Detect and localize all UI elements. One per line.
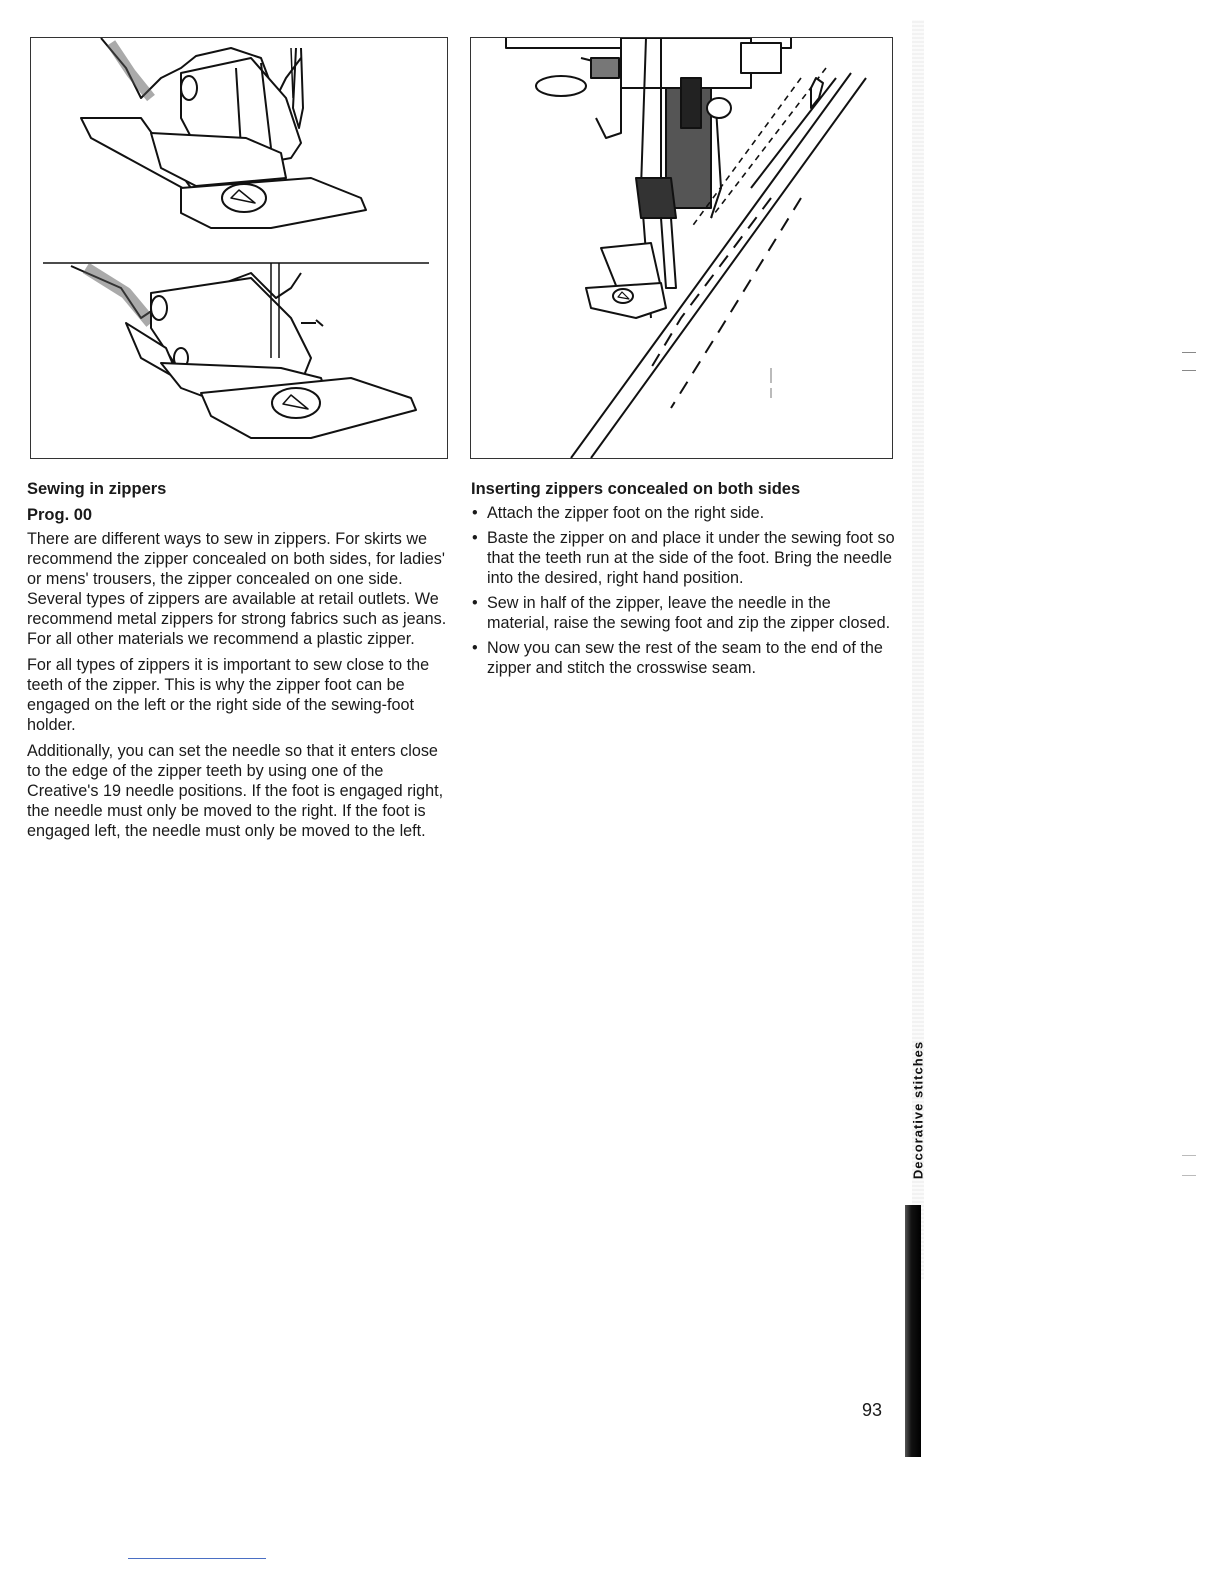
paragraph: For all types of zippers it is important to sew close to the teeth of the zipper. This is why the zipper foot can be engaged on the left or the right side of the sewing-foot holder. xyxy=(27,656,430,734)
section-heading: Sewing in zippers xyxy=(27,480,167,498)
list-item: • Now you can sew the rest of the seam to the end of the zipper and stitch the crosswise seam. xyxy=(471,638,896,678)
margin-tick xyxy=(1182,1175,1196,1176)
zipper-foot-illustration xyxy=(30,37,448,459)
list-item: • Baste the zipper on and place it under the sewing foot so that the teeth run at the side of the foot. Bring the needle into the desired, right hand position. xyxy=(471,528,896,588)
margin-tick xyxy=(1182,352,1196,353)
footer-rule xyxy=(128,1558,266,1559)
steps-list xyxy=(471,503,896,678)
right-column xyxy=(471,474,896,683)
list-item: • Attach the zipper foot on the right side. xyxy=(471,503,896,523)
paragraph: Additionally, you can set the needle so that it enters close to the edge of the zipper teeth by using one of the Creative's 19 needle positions. If the foot is engaged right, the needle must only be moved to the right. If the foot is engaged left, the needle must only be moved to the left. xyxy=(27,742,444,840)
paragraph: There are different ways to sew in zippers. For skirts we recommend the zipper concealed on both sides, for ladies' or mens' trousers, the zipper concealed on one side. Several types of zippers are available at retail outlets. We recommend metal zippers for strong fabrics such as jeans. For all other materials we recommend a plastic zipper. xyxy=(27,530,447,648)
list-item: • Sew in half of the zipper, leave the needle in the material, raise the sewing foot and zip the zipper closed. xyxy=(471,593,896,633)
side-tab-bar xyxy=(905,1205,921,1457)
program-label: Prog. 00 xyxy=(27,506,93,524)
side-tab xyxy=(912,1030,924,1190)
zipper-sewing-illustration xyxy=(470,37,893,459)
margin-tick xyxy=(1182,370,1196,371)
side-tab-label: Decorative stitches xyxy=(910,1040,926,1180)
margin-tick xyxy=(1182,1155,1196,1156)
zipper-sewing-drawing xyxy=(471,38,892,458)
zipper-foot-drawing xyxy=(31,38,447,458)
section-heading: Inserting zippers concealed on both sides xyxy=(471,480,801,498)
left-column xyxy=(27,474,452,847)
page-number: 93 xyxy=(862,1400,883,1420)
